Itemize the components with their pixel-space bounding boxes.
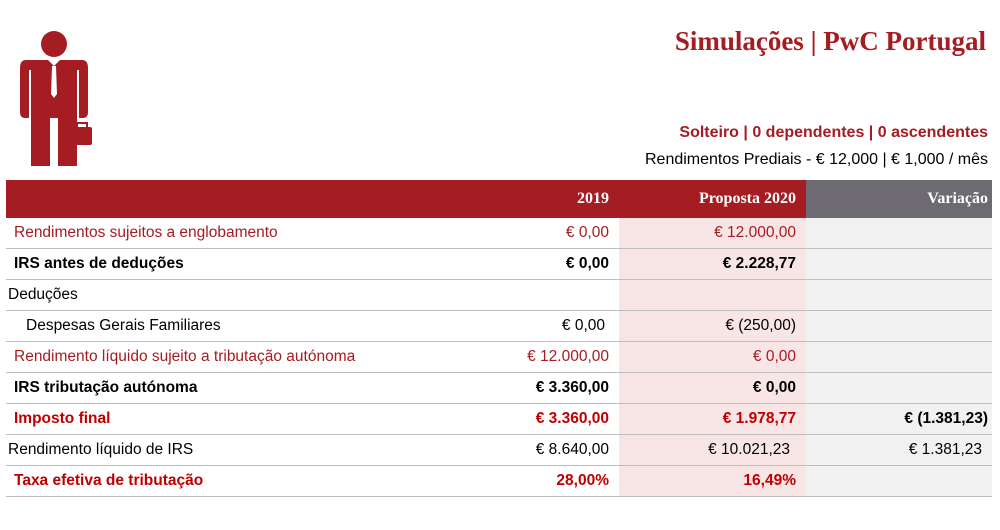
value-2020: € 12.000,00 [619, 218, 806, 249]
row-label: Rendimentos sujeitos a englobamento [6, 218, 404, 249]
header-variacao: Variação [806, 180, 992, 218]
value-2020: 16,49% [619, 466, 806, 497]
row-label: Despesas Gerais Familiares [6, 311, 404, 342]
header-2019: 2019 [404, 180, 619, 218]
value-variation [806, 342, 992, 373]
value-2019: € 0,00 [404, 218, 619, 249]
row-label: Taxa efetiva de tributação [6, 466, 404, 497]
value-2020: € 0,00 [619, 373, 806, 404]
page-title: Simulações | PwC Portugal [674, 26, 986, 56]
table-header-row [6, 180, 992, 218]
income-summary: Rendimentos Prediais - € 12,000 | € 1,000 / mês [644, 151, 988, 168]
row-label: IRS antes de deduções [6, 249, 404, 280]
simulation-table [6, 180, 992, 497]
row-label: Deduções [6, 280, 404, 311]
value-2020: € 1.978,77 [619, 404, 806, 435]
value-2020: € 0,00 [619, 342, 806, 373]
row-label: Rendimento líquido sujeito a tributação autónoma [6, 342, 404, 373]
value-variation [806, 311, 992, 342]
value-variation [806, 466, 992, 497]
value-2020: € (250,00) [619, 311, 806, 342]
value-2019: € 12.000,00 [404, 342, 619, 373]
value-variation [806, 373, 992, 404]
row-label: IRS tributação autónoma [6, 373, 404, 404]
value-2019: € 3.360,00 [404, 373, 619, 404]
profile-summary: Solteiro | 0 dependentes | 0 ascendentes [679, 124, 988, 141]
value-2019: € 8.640,00 [404, 435, 619, 466]
table-row [6, 218, 992, 249]
table-row [6, 435, 992, 466]
table-row [6, 404, 992, 435]
value-2019: € 0,00 [404, 311, 619, 342]
table-row [6, 342, 992, 373]
header-label [6, 180, 404, 218]
row-label: Imposto final [6, 404, 404, 435]
value-variation [806, 280, 992, 311]
value-2019: € 0,00 [404, 249, 619, 280]
header-proposta-2020: Proposta 2020 [619, 180, 806, 218]
table-row [6, 249, 992, 280]
value-2019: 28,00% [404, 466, 619, 497]
value-variation [806, 249, 992, 280]
value-variation: € 1.381,23 [806, 435, 992, 466]
table-row [6, 311, 992, 342]
table-row [6, 373, 992, 404]
value-variation [806, 218, 992, 249]
value-2020: € 2.228,77 [619, 249, 806, 280]
table-row [6, 466, 992, 497]
value-2019: € 3.360,00 [404, 404, 619, 435]
row-label: Rendimento líquido de IRS [6, 435, 404, 466]
value-2019 [404, 280, 619, 311]
value-variation: € (1.381,23) [806, 404, 992, 435]
businessman-icon [14, 30, 94, 170]
value-2020: € 10.021,23 [619, 435, 806, 466]
value-2020 [619, 280, 806, 311]
table-row [6, 280, 992, 311]
